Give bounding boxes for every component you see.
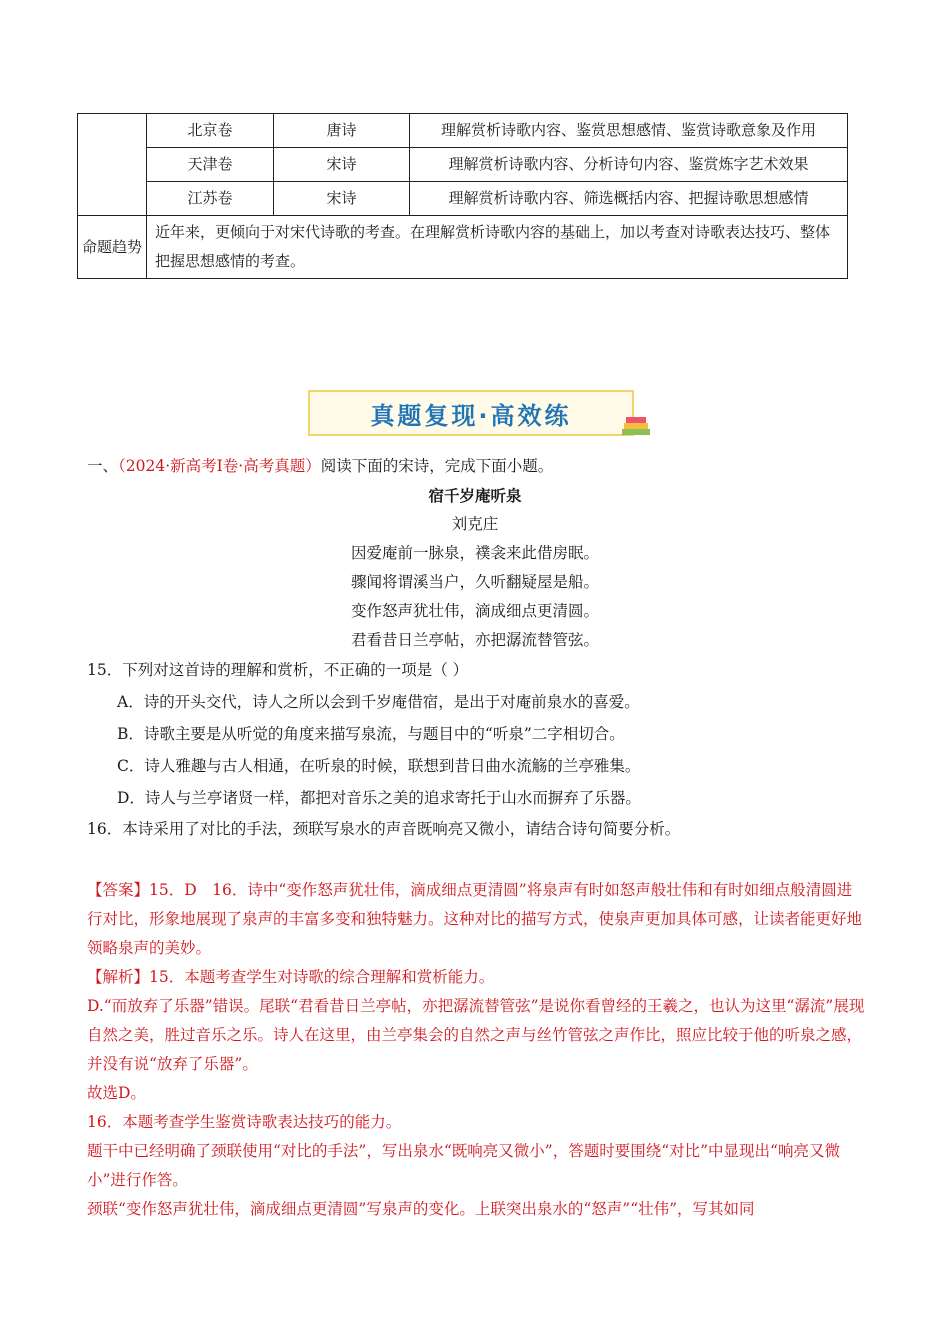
analysis-paragraph: 颈联“变作怒声犹壮伟，滴成细点更清圆”写泉声的变化。上联突出泉水的“怒声”“壮伟”，写其如同 — [87, 1200, 755, 1218]
poem-line: 因爱庵前一脉泉，襆衾来此借房眠。 — [350, 544, 599, 562]
poem-author: 刘克庄 — [451, 515, 499, 533]
question-16: 16．本诗采用了对比的手法，颈联写泉水的声音既响亮又微小，请结合诗句简要分析。 — [87, 820, 681, 838]
poem-line: 君看昔日兰亭帖，亦把潺流替管弦。 — [350, 631, 599, 649]
poem-type-cell: 宋诗 — [274, 148, 410, 182]
poem-line: 变作怒声犹壮伟，滴成细点更清圆。 — [350, 602, 599, 620]
question-15: 15．下列对这首诗的理解和赏析，不正确的一项是（ ） — [87, 661, 469, 679]
poem-type-cell: 唐诗 — [274, 114, 410, 148]
content-cell: 理解赏析诗歌内容、筛选概括内容、把握诗歌思想感情 — [410, 182, 848, 216]
answer-section — [87, 876, 867, 1224]
province-cell: 江苏卷 — [147, 182, 274, 216]
empty-left-cell — [78, 114, 147, 216]
analysis-paragraph: 故选D。 — [87, 1084, 146, 1102]
trend-text-cell: 近年来，更倾向于对宋代诗歌的考查。在理解赏析诗歌内容的基础上，加以考查对诗歌表达技巧、整体把握思想感情的考查。 — [147, 216, 848, 279]
poem-type-cell: 宋诗 — [274, 182, 410, 216]
option-a: A．诗的开头交代，诗人之所以会到千岁庵借宿，是出于对庵前泉水的喜爱。 — [117, 693, 640, 711]
table-row — [78, 148, 848, 182]
section-banner — [308, 390, 634, 436]
table-row — [78, 216, 848, 279]
banner-title: 真题复现·高效练 — [370, 401, 572, 430]
answer-paragraph: 【答案】15．D 16．诗中“变作怒声犹壮伟，滴成细点更清圆”将泉声有时如怒声般壮伟和有时如细点般清圆进行对比，形象地展现了泉声的丰富多变和独特魅力。这种对比的描写方式，使泉声更加具体可感，让读者能更好地领略泉声的美妙。 — [87, 881, 863, 957]
table-row — [78, 114, 848, 148]
province-cell: 北京卷 — [147, 114, 274, 148]
analysis-paragraph: 题干中已经明确了颈联使用“对比的手法”，写出泉水“既响亮又微小”，答题时要围绕“对比”中显现出“响亮又微小”进行作答。 — [87, 1142, 840, 1189]
poem-title: 宿千岁庵听泉 — [428, 486, 522, 505]
question-number: 一、 — [87, 457, 119, 475]
analysis-paragraph: D.“而放弃了乐器”错误。尾联“君看昔日兰亭帖，亦把潺流替管弦”是说你看曾经的王羲之，也认为这里“潺流”展现自然之美，胜过音乐之乐。诗人在这里，由兰亭集会的自然之声与丝竹管弦之声作比，照应比较于他的听泉之感，并没有说“放弃了乐器”。 — [87, 997, 865, 1073]
content-cell: 理解赏析诗歌内容、分析诗句内容、鉴赏炼字艺术效果 — [410, 148, 848, 182]
province-cell: 天津卷 — [147, 148, 274, 182]
option-c: C．诗人雅趣与古人相通，在听泉的时候，联想到昔日曲水流觞的兰亭雅集。 — [117, 757, 641, 775]
content-cell: 理解赏析诗歌内容、鉴赏思想感情、鉴赏诗歌意象及作用 — [410, 114, 848, 148]
option-d: D．诗人与兰亭诸贤一样，都把对音乐之美的追求寄托于山水而摒弃了乐器。 — [117, 789, 641, 807]
table-row — [78, 182, 848, 216]
books-icon — [620, 414, 652, 438]
exam-analysis-table — [77, 113, 848, 279]
analysis-paragraph: 【解析】15．本题考查学生对诗歌的综合理解和赏析能力。 — [87, 968, 495, 986]
question-source: （2024·新高考Ⅰ卷·高考真题） — [118, 457, 321, 475]
option-b: B．诗歌主要是从听觉的角度来描写泉流，与题目中的“听泉”二字相切合。 — [117, 725, 625, 743]
question-header — [87, 456, 553, 476]
trend-label-cell: 命题趋势 — [78, 216, 147, 279]
analysis-paragraph: 16．本题考查学生鉴赏诗歌表达技巧的能力。 — [87, 1113, 402, 1131]
poem-line: 骤闻将谓溪当户，久听翻疑屋是船。 — [350, 573, 599, 591]
question-instruction: 阅读下面的宋诗，完成下面小题。 — [320, 457, 554, 475]
